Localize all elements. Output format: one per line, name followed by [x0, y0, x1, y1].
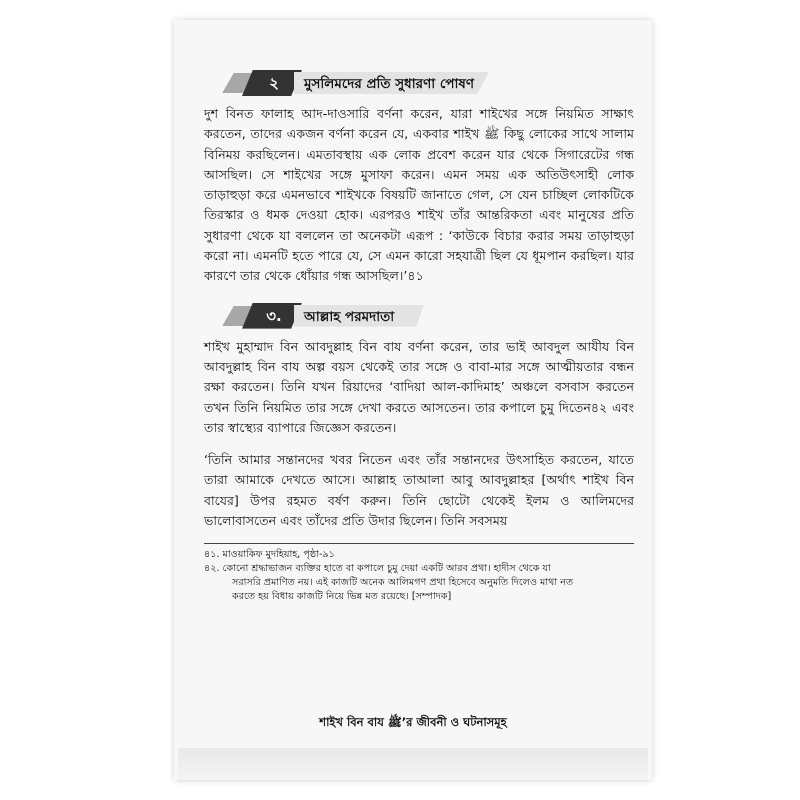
- footnote-41: ৪১. মাওয়াকিফ মুদহিয়াহ, পৃষ্ঠা-৯১: [204, 549, 335, 561]
- running-footer: শাইখ বিন বায ﷺ’র জীবনী ও ঘটনাসমূহ: [319, 715, 507, 729]
- section-heading-3: [204, 303, 634, 329]
- section-paragraph: দুশ বিনত ফালাহ আদ-দাওসারি বর্ণনা করেন, যারা শাইখের সঙ্গে নিয়মিত সাক্ষাৎ করতেন, তাদের একজন বর্ণনা করেন যে, একবার শাইখ ﷺ কিছু লোকের সাথে সালাম বিনিময় করছিলেন। এমতাবস্থায় এক লোক প্রবেশ করেন যার থেকে সিগারেটের গন্ধ আসছিল। সে শাইখের সঙ্গে মুসাফা করেন। এমন সময় এক অতিউৎসাহী লোক তাড়াহুড়া করে এমনভাবে শাইখকে বিষয়টি জানাতে গেল, সে যেন চাচ্ছিল লোকটিকে তিরস্কার ও ধমক দেওয়া হোক। এরপরও শাইখ তাঁর আন্তরিকতা এবং মানুষের প্রতি সুধারণা থেকে যা বললেন তা অনেকটা এরূপ : ‘কাউকে বিচার করার সময় তাড়াহুড়া করো না। এমনটি হতে পারে যে, সে এমন কারো সহযাত্রী ছিল যে ধূমপান করছিল। যার কারণে তার থেকে ধোঁয়ার গন্ধ আসছিল।’৪১: [204, 106, 634, 284]
- section-paragraph: শাইখ মুহাম্মাদ বিন আবদুল্লাহ বিন বায বর্ণনা করেন, তার ভাই আবদুল আযীয বিন আবদুল্লাহ বিন বায অল্প বয়স থেকেই তার সঙ্গে ও বাবা-মার সঙ্গে আত্মীয়তার বন্ধন রক্ষা করতেন। তিনি যখন রিয়াদের ‘বাদিয়া আল-কাদিমাহ’ অঞ্চলে বসবাস করতেন তখন তিনি নিয়মিত তার সঙ্গে দেখা করতে আসতেন। তার কপালে চুমু দিতেন৪২ এবং তার স্বাস্থ্যের ব্যাপারে জিজ্ঞেস করতেন।: [204, 338, 634, 435]
- heading-title: মুসলিমদের প্রতি সুধারণা পোষণ: [304, 76, 475, 92]
- footnote-divider: [204, 543, 634, 544]
- page-content: [204, 70, 634, 604]
- section-paragraph: ‘তিনি আমার সন্তানদের খবর নিতেন এবং তাঁর সন্তানদের উৎসাহিত করতেন, যাতে তারা আমাকে দেখতে আসে। আল্লাহ তাআলা আবু আবদুল্লাহর [অর্থাৎ শাইখ বিন বাযের] উপর রহমত বর্ষণ করুন। তিনি ছোটো থেকেই ইলম ও আলিমদের ভালোবাসতেন এবং তাঁদের প্রতি উদার ছিলেন। তিনি সবসময়: [204, 452, 634, 529]
- heading-number: ২: [269, 74, 279, 92]
- footnote-42-cont: সরাসরি প্রমাণিত নয়। এই কাজটি অনেক আলিমগণ প্রথা হিসেবে অনুমতি দিলেও মাথা নত: [232, 577, 574, 589]
- section-heading-2: [204, 70, 634, 96]
- heading-number: ৩.: [266, 306, 282, 325]
- heading-title: আল্লাহ পরমদাতা: [304, 308, 395, 325]
- page-shadow: [178, 748, 648, 788]
- footnote-42-cont: করতে হয় বিধায় কাজটি নিয়ে ভিন্ন মত রয়েছে। [সম্পাদক]: [232, 591, 452, 603]
- footnote-42: ৪২. কোনো শ্রদ্ধাভাজন ব্যক্তির হাতে বা কপালে চুমু দেয়া একটি আরব প্রথা। হাদীস থেকে যা: [204, 563, 551, 575]
